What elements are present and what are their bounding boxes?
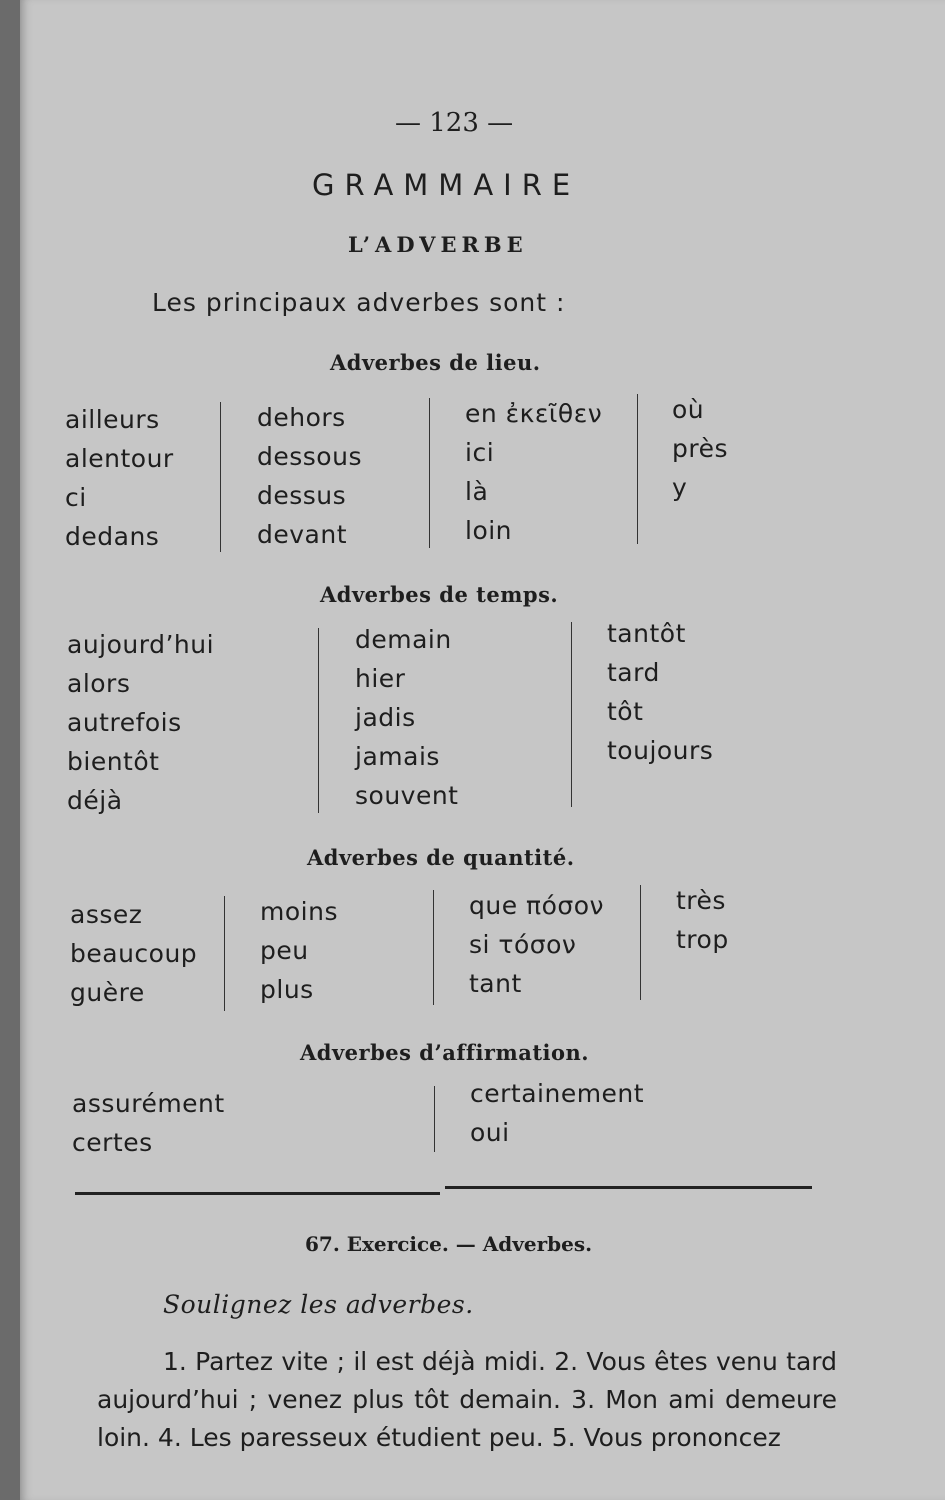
heading-affirmation: Adverbes d’affirmation. xyxy=(300,1040,590,1065)
word: tantôt xyxy=(607,619,686,648)
column-lieu-4 xyxy=(672,390,728,507)
intro-text: Les principaux adverbes sont : xyxy=(152,288,566,317)
word: moins xyxy=(260,897,338,926)
column-divider xyxy=(224,896,225,1011)
word: ci xyxy=(65,483,87,512)
column-lieu-3 xyxy=(465,394,602,550)
column-divider xyxy=(637,394,638,544)
word: trop xyxy=(676,925,729,954)
column-divider xyxy=(220,402,221,552)
separator-rule xyxy=(445,1186,812,1189)
word: assez xyxy=(70,900,143,929)
word: là xyxy=(465,477,489,506)
separator-rule xyxy=(75,1192,440,1195)
word: jamais xyxy=(355,742,440,771)
word: où xyxy=(672,395,705,424)
word: ailleurs xyxy=(65,405,160,434)
word: tant xyxy=(469,969,522,998)
word: aujourd’hui xyxy=(67,630,215,659)
word: certainement xyxy=(470,1079,645,1108)
word: jadis xyxy=(355,703,416,732)
word: très xyxy=(676,886,726,915)
column-lieu-2 xyxy=(257,398,362,554)
word: certes xyxy=(72,1128,153,1157)
word: demain xyxy=(355,625,452,654)
word: autrefois xyxy=(67,708,182,737)
word: peu xyxy=(260,936,309,965)
word: beaucoup xyxy=(70,939,198,968)
column-affirmation-2 xyxy=(470,1074,644,1152)
word: loin xyxy=(465,516,513,545)
word: assurément xyxy=(72,1089,225,1118)
book-page xyxy=(20,0,945,1500)
column-quantite-1 xyxy=(70,895,197,1012)
word: hier xyxy=(355,664,406,693)
word: que πόσον xyxy=(469,891,604,920)
word: dedans xyxy=(65,522,160,551)
column-divider xyxy=(640,885,641,1000)
page-title: GRAMMAIRE xyxy=(312,168,581,202)
heading-quantite: Adverbes de quantité. xyxy=(307,845,575,870)
word: tard xyxy=(607,658,660,687)
column-quantite-3 xyxy=(469,886,604,1003)
section-subtitle: L’ADVERBE xyxy=(348,232,528,257)
word: déjà xyxy=(67,786,123,815)
page-number: — 123 — xyxy=(395,108,514,138)
word: tôt xyxy=(607,697,644,726)
column-affirmation-1 xyxy=(72,1084,225,1162)
column-temps-2 xyxy=(355,620,459,815)
column-divider xyxy=(433,890,434,1005)
exercise-text: 1. Partez vite ; il est déjà midi. 2. Vous êtes venu tard aujourd’hui ; venez plus tôt demain. 3. Mon ami demeure loin. 4. Les paresseux étudient peu. 5. Vous prononcez xyxy=(97,1347,837,1452)
column-divider xyxy=(571,622,572,807)
word: plus xyxy=(260,975,314,1004)
word: si τόσον xyxy=(469,930,577,959)
word: y xyxy=(672,473,688,502)
word: toujours xyxy=(607,736,714,765)
column-quantite-2 xyxy=(260,892,338,1009)
column-temps-1 xyxy=(67,625,214,820)
word: bientôt xyxy=(67,747,160,776)
word: ici xyxy=(465,438,495,467)
page-edge xyxy=(0,0,20,1500)
word: souvent xyxy=(355,781,459,810)
column-lieu-1 xyxy=(65,400,174,556)
word: devant xyxy=(257,520,348,549)
column-quantite-4 xyxy=(676,881,729,959)
column-temps-3 xyxy=(607,614,713,770)
word: guère xyxy=(70,978,145,1007)
word: oui xyxy=(470,1118,510,1147)
word: alentour xyxy=(65,444,174,473)
exercise-instruction: Soulignez les adverbes. xyxy=(163,1290,474,1319)
heading-lieu: Adverbes de lieu. xyxy=(330,350,541,375)
exercise-heading: 67. Exercice. — Adverbes. xyxy=(305,1232,593,1256)
word: en ἐκεῖθεν xyxy=(465,399,603,428)
column-divider xyxy=(429,398,430,548)
word: dessous xyxy=(257,442,362,471)
word: dehors xyxy=(257,403,346,432)
word: dessus xyxy=(257,481,347,510)
column-divider xyxy=(434,1086,435,1152)
word: alors xyxy=(67,669,131,698)
heading-temps: Adverbes de temps. xyxy=(320,582,559,607)
column-divider xyxy=(318,628,319,813)
word: près xyxy=(672,434,729,463)
